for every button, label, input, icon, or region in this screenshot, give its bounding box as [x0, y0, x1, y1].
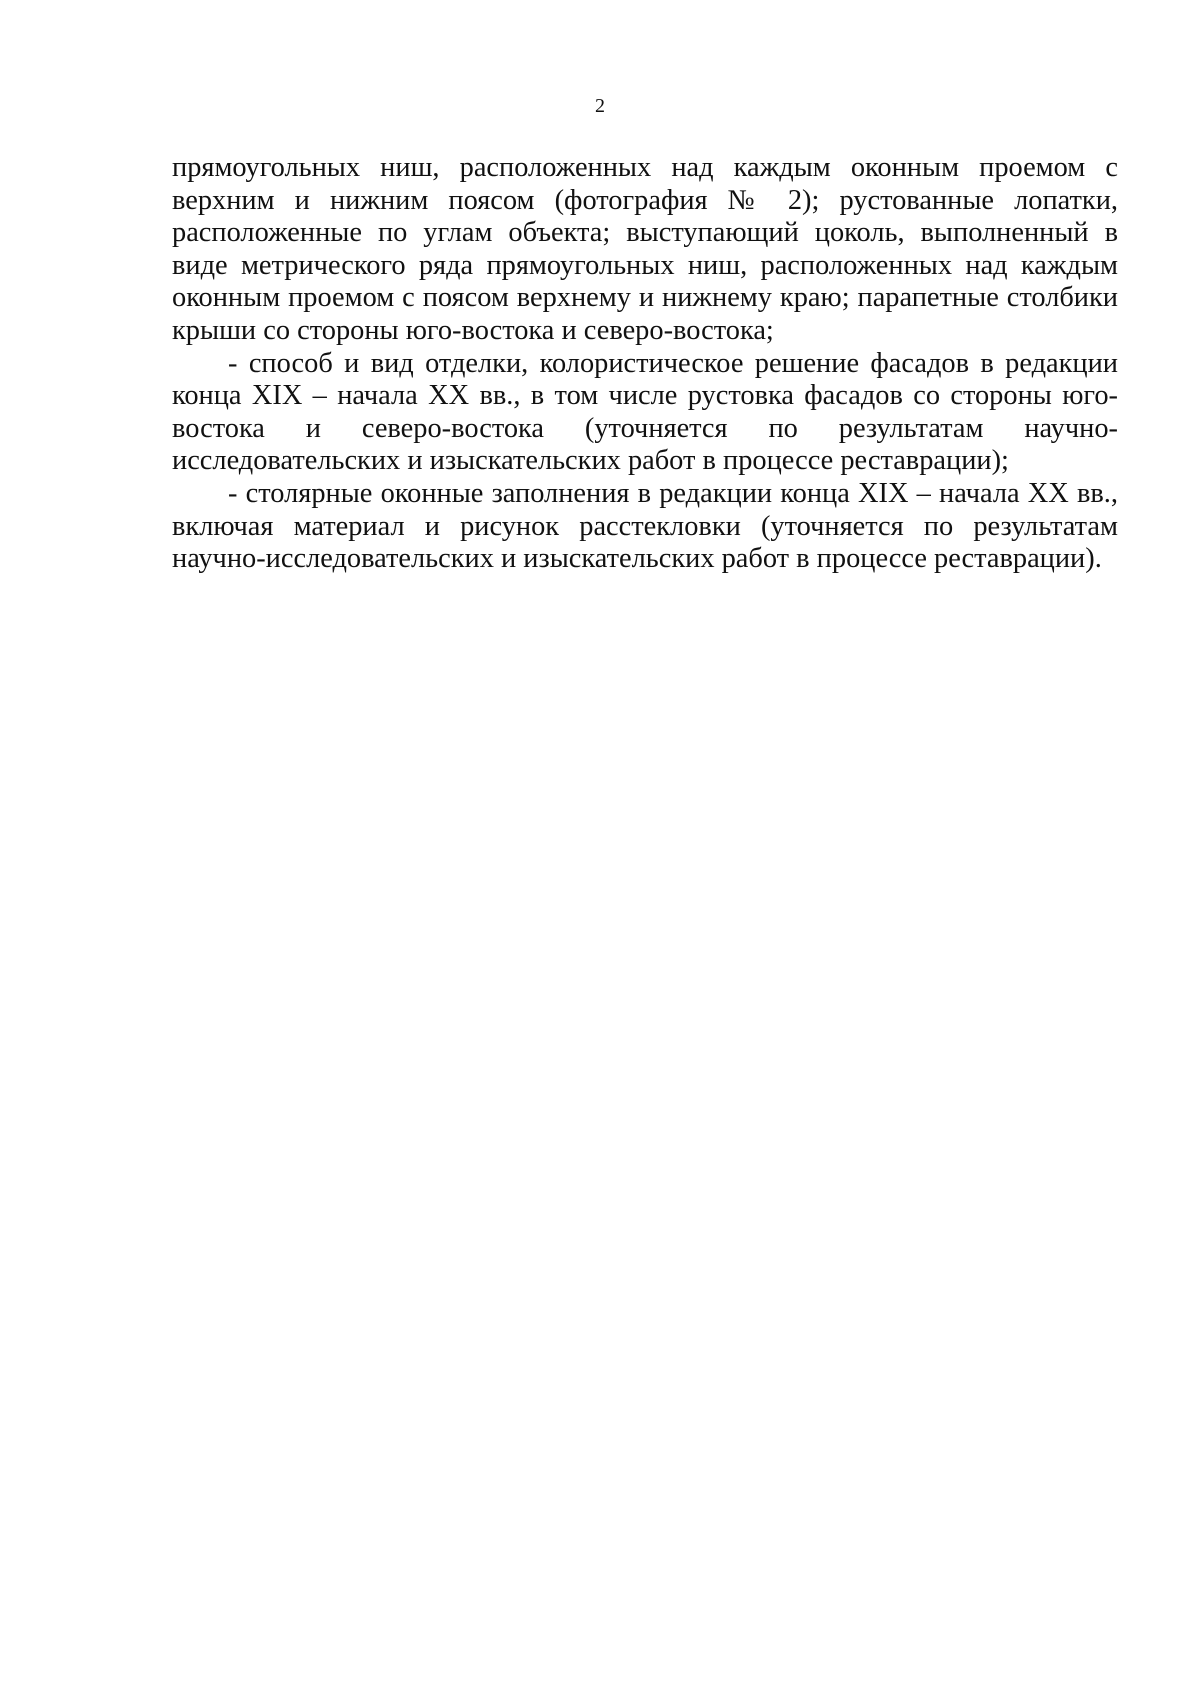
paragraph-finishing-method: - способ и вид отделки, колористическое решение фасадов в редакции конца XIX – начала XX вв., в том числе рустовка фасадов со стороны юго-востока и северо-востока (уточняется по результатам научно-исследовательских и изыскательских работ в процессе реставрации); [172, 347, 1118, 477]
paragraph-window-fillings: - столярные оконные заполнения в редакции конца XIX – начала XX вв., включая материал и рисунок расстекловки (уточняется по результатам научно-исследовательских и изыскательских работ в процессе реставрации). [172, 477, 1118, 575]
page-number: 2 [595, 95, 605, 117]
paragraph-architectural-elements: прямоугольных ниш, расположенных над каждым оконным проемом с верхним и нижним поясом (фотография № 2); рустованные лопатки, расположенные по углам объекта; выступающий цоколь, выполненный в виде метрического ряда прямоугольных ниш, расположенных над каждым оконным проемом с поясом верхнему и нижнему краю; парапетные столбики крыши со стороны юго-востока и северо-востока; [172, 152, 1118, 346]
document-body [172, 152, 1118, 576]
